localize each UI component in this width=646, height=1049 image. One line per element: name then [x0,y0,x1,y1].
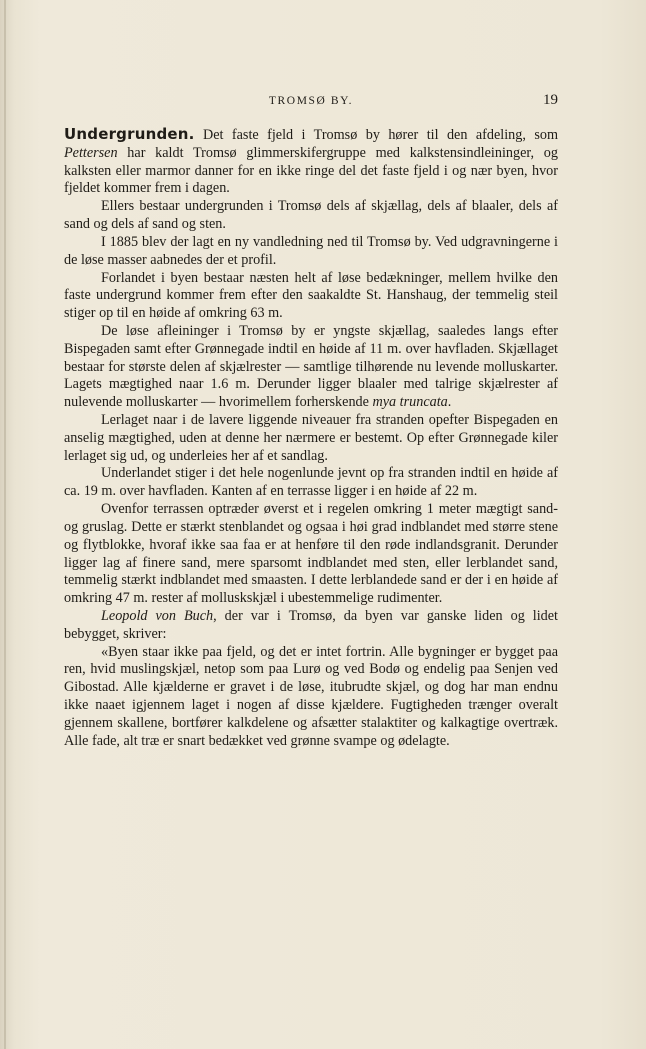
paragraph [64,465,558,501]
paragraph [64,644,558,751]
paragraph [64,501,558,608]
section-heading: Undergrunden. [64,125,195,143]
body-text [64,126,558,750]
page-spine-shadow [4,0,6,1049]
text-run: I 1885 blev der lagt en ny vandledning ned til Tromsø by. Ved udgravningerne i de løse masser aabnedes der et profil. [64,233,558,268]
running-head [64,92,558,110]
italic-text: Pettersen [64,144,118,161]
text-run: Det faste fjeld i Tromsø by hører til den afdeling, som [194,127,558,143]
text-run: Forlandet i byen bestaar næsten helt af løse bedækninger, mellem hvilke den faste undergrund kommer frem efter den saakaldte St. Hanshaug, der temmelig steil stiger op til en høide af omkring 63 m. [64,269,558,322]
paragraph [64,608,558,644]
text-run: Lerlaget naar i de lavere liggende niveauer fra stranden opefter Bispegaden en anselig mægtighed, uden at denne her nærmere er bestemt. Op efter Grønnegade kiler lerlaget sig ud, og underleies her af et sandlag. [64,412,558,464]
text-run: «Byen staar ikke paa fjeld, og det er intet fortrin. Alle bygninger er bygget paa ren, hvid muslingskjæl, netop som paa Lurø og ved Bodø og endelig paa Senjen ved Gibostad. Alle kjælderne er gravet i de løse, itubrudte skjæl, og dog har man endnu ikke naaet igjennem laget i nogen af disse kjældere. Fugtigheden trænger overalt gjennem skallene, bortfører kalkdelene og afsætter stalaktiter og kalkagtige overtræk. Alle fade, alt træ er snart bedækket ved grønne svampe og ødelagte. [64,643,558,749]
text-run: har kaldt Tromsø glimmerskifergruppe med kalkstensindleininger, og kalksten eller marmor danner for en ikke ringe del det faste fjeld i og nær byen, hvor fjeldet kommer frem i dagen. [64,144,558,197]
text-run: Ellers bestaar undergrunden i Tromsø dels af skjællag, dels af blaaler, dels af sand og dels af sand og sten. [64,198,558,233]
text-run: . [447,394,452,411]
text-run: Underlandet stiger i det hele nogenlunde jevnt op fra stranden indtil en høide af ca. 19 m. over havfladen. Kanten af en terrasse ligger i en høide af 22 m. [64,465,558,500]
text-run: Ovenfor terrassen optræder øverst et i regelen omkring 1 meter mægtigt sand- og gruslag. Dette er stærkt stenblandet og ogsaa i høi grad indblandet med større stene og flytblokke, hvoraf ikke saa faa er at henføre til den røde indlandsgranit. Derunder ligger lag af finere sand, mere sparsomt indblandet med sten, eller lerblandet sand, temmelig stærkt indblandet med smaasten. I dette lerblandede sand er der i en høide af omkring 47 m. rester af molluskskjæl i ubestemmelige rudimenter. [64,501,558,607]
paragraph [64,234,558,270]
italic-text: Leopold von Buch [101,607,214,624]
paragraph [64,412,558,465]
paragraph [64,126,558,198]
running-title: TROMSØ BY. [268,95,354,107]
text-run: , der var i Tromsø, da byen var ganske liden og lidet bebygget, skriver: [64,607,558,642]
text-run: De løse afleininger i Tromsø by er yngste skjællag, saaledes langs efter Bispegaden samt efter Grønnegade indtil en høide af 11 m. over havfladen. Skjællaget bestaar for største delen af skjælrester — samtlige tilhørende nu levende molluskarter. Lagets mægtighed naar 1.6 m. Derunder ligger blaaler med talrige skjælrester af nulevende molluskarter — hvorimellem forherskende [64,322,558,411]
paragraph [64,270,558,323]
page-number: 19 [543,92,558,108]
paragraph [64,198,558,234]
paragraph [64,323,558,412]
italic-text: mya truncata [372,394,448,411]
